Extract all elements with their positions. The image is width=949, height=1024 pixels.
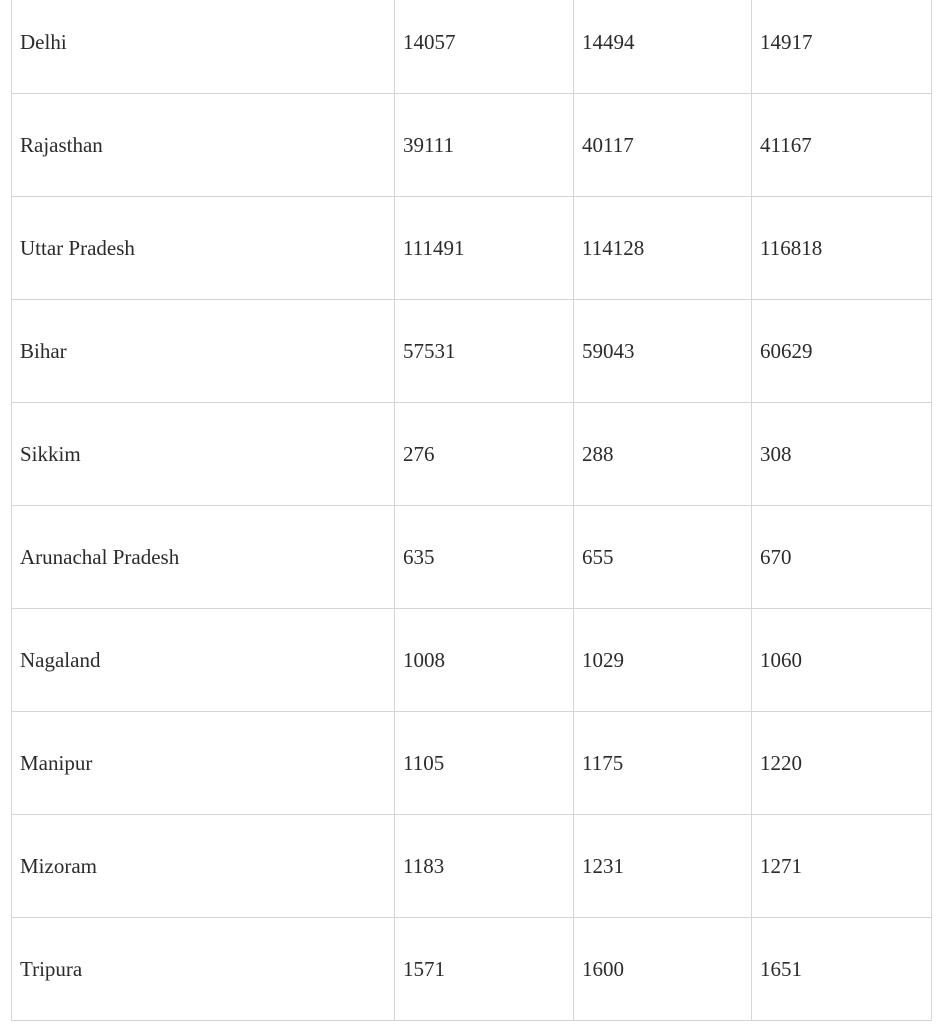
value-cell-1: 111491: [395, 197, 574, 300]
state-name-cell: Rajasthan: [12, 94, 395, 197]
value-cell-2: 655: [574, 506, 752, 609]
value-cell-2: 114128: [574, 197, 752, 300]
value-cell-1: 276: [395, 403, 574, 506]
value-cell-2: 59043: [574, 300, 752, 403]
value-cell-3: 670: [752, 506, 932, 609]
table-body: [12, 0, 932, 1021]
table-row: [12, 300, 932, 403]
value-cell-3: 41167: [752, 94, 932, 197]
value-cell-2: 288: [574, 403, 752, 506]
state-name-cell: Nagaland: [12, 609, 395, 712]
value-cell-1: 14057: [395, 0, 574, 94]
value-cell-3: 308: [752, 403, 932, 506]
value-cell-1: 1183: [395, 815, 574, 918]
value-cell-1: 635: [395, 506, 574, 609]
value-cell-3: 1060: [752, 609, 932, 712]
value-cell-2: 40117: [574, 94, 752, 197]
value-cell-1: 1571: [395, 918, 574, 1021]
table-row: [12, 815, 932, 918]
state-name-cell: Sikkim: [12, 403, 395, 506]
value-cell-2: 14494: [574, 0, 752, 94]
value-cell-1: 57531: [395, 300, 574, 403]
value-cell-3: 60629: [752, 300, 932, 403]
table-row: [12, 918, 932, 1021]
table-row: [12, 197, 932, 300]
value-cell-2: 1600: [574, 918, 752, 1021]
state-data-table: [11, 0, 932, 1021]
value-cell-1: 1008: [395, 609, 574, 712]
table-row: [12, 403, 932, 506]
state-name-cell: Arunachal Pradesh: [12, 506, 395, 609]
state-name-cell: Bihar: [12, 300, 395, 403]
value-cell-1: 1105: [395, 712, 574, 815]
value-cell-3: 116818: [752, 197, 932, 300]
state-name-cell: Mizoram: [12, 815, 395, 918]
table-row: [12, 506, 932, 609]
table-row: [12, 94, 932, 197]
table-row: [12, 712, 932, 815]
table-container: [11, 0, 931, 1021]
state-name-cell: Manipur: [12, 712, 395, 815]
value-cell-2: 1029: [574, 609, 752, 712]
value-cell-2: 1231: [574, 815, 752, 918]
state-name-cell: Uttar Pradesh: [12, 197, 395, 300]
table-row: [12, 609, 932, 712]
table-row: [12, 0, 932, 94]
value-cell-2: 1175: [574, 712, 752, 815]
value-cell-3: 1271: [752, 815, 932, 918]
value-cell-1: 39111: [395, 94, 574, 197]
value-cell-3: 1220: [752, 712, 932, 815]
state-name-cell: Delhi: [12, 0, 395, 94]
value-cell-3: 1651: [752, 918, 932, 1021]
state-name-cell: Tripura: [12, 918, 395, 1021]
value-cell-3: 14917: [752, 0, 932, 94]
